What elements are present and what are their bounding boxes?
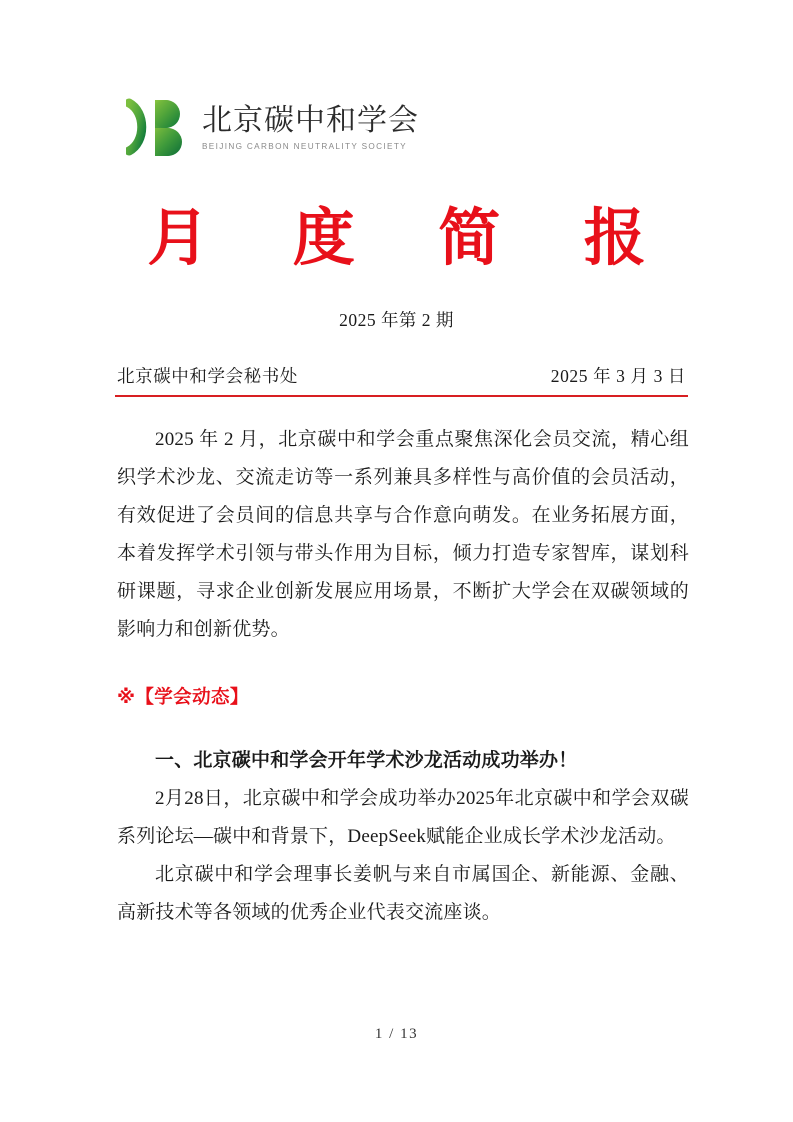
section-heading-society-news: ※【学会动态】 xyxy=(117,686,249,707)
article-paragraph-2: 北京碳中和学会理事长姜帆与来自市属国企、新能源、金融、高新技术等各领域的优秀企业代表交流座谈。 xyxy=(117,864,689,923)
society-emblem-icon xyxy=(126,98,188,156)
document-header-row xyxy=(117,363,688,388)
intro-paragraph: 2025 年 2 月，北京碳中和学会重点聚焦深化会员交流，精心组织学术沙龙、交流走访等一系列兼具多样性与高价值的会员活动，有效促进了会员间的信息共享与合作意向萌发。在业务拓展方面，本着发挥学术引领与带头作用为目标，倾力打造专家智库，谋划科研课题，寻求企业创新发展应用场景，不断扩大学会在双碳领域的影响力和创新优势。 xyxy=(117,429,689,640)
issue-number: 2025 年第 2 期 xyxy=(339,310,454,330)
issue-date: 2025 年 3 月 3 日 xyxy=(550,366,686,386)
logo-english-name: BEIJING CARBON NEUTRALITY SOCIETY xyxy=(202,141,407,151)
header-divider xyxy=(115,395,688,397)
document-body xyxy=(117,421,689,932)
article-paragraph-1: 2月28日，北京碳中和学会成功举办2025年北京碳中和学会双碳系列论坛—碳中和背景下，DeepSeek赋能企业成长学术沙龙活动。 xyxy=(117,788,689,847)
issuing-office: 北京碳中和学会秘书处 xyxy=(117,366,298,386)
page-title: 月 度 简 报 xyxy=(147,205,680,273)
article-heading-1: 一、北京碳中和学会开年学术沙龙活动成功举办！ xyxy=(155,750,578,771)
organization-logo xyxy=(126,98,419,156)
logo-chinese-name: 北京碳中和学会 xyxy=(202,104,419,138)
logo-text-block xyxy=(202,103,419,150)
page-number: 1 / 13 xyxy=(374,1026,419,1042)
